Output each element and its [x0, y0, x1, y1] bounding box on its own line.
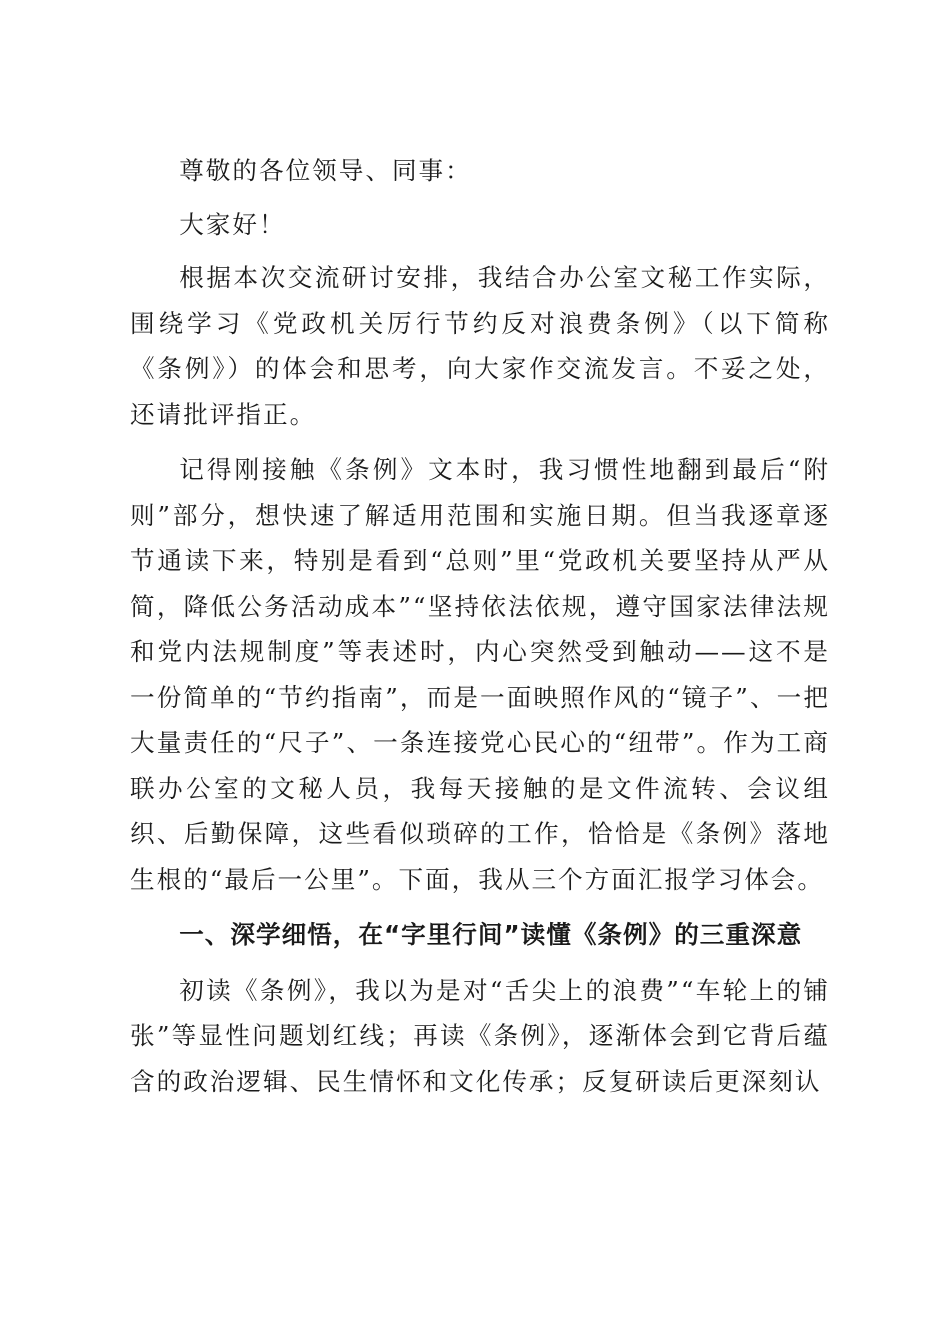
salutation-line: 大家好！	[179, 209, 286, 239]
intro-paragraph: 根据本次交流研讨安排，我结合办公室文秘工作实际，围绕学习《党政机关厉行节约反对浪费条例》（以下简称《条例》）的体会和思考，向大家作交流发言。不妥之处，还请批评指正。	[130, 263, 830, 429]
document-body	[130, 148, 830, 1114]
greeting-line: 尊敬的各位领导、同事：	[179, 156, 472, 185]
section-paragraph: 初读《条例》，我以为是对“舌尖上的浪费”“车轮上的铺张”等显性问题划红线；再读《条例》，逐渐体会到它背后蕴含的政治逻辑、民生情怀和文化传承；反复研读后更深刻认	[130, 975, 830, 1096]
section-heading: 一、深学细悟，在“字里行间”读懂《条例》的三重深意	[179, 920, 803, 949]
body-paragraph: 记得刚接触《条例》文本时，我习惯性地翻到最后“附则”部分，想快速了解适用范围和实施日期。但当我逐章逐节通读下来，特别是看到“总则”里“党政机关要坚持从严从简，降低公务活动成本”“坚持依法依规，遵守国家法律法规和党内法规制度”等表述时，内心突然受到触动——这不是一份简单的“节约指南”，而是一面映照作风的“镜子”、一把大量责任的“尺子”、一条连接党心民心的“纽带”。作为工商联办公室的文秘人员，我每天接触的是文件流转、会议组织、后勤保障，这些看似琐碎的工作，恰恰是《条例》落地生根的“最后一公里”。下面，我从三个方面汇报学习体会。	[130, 455, 830, 894]
